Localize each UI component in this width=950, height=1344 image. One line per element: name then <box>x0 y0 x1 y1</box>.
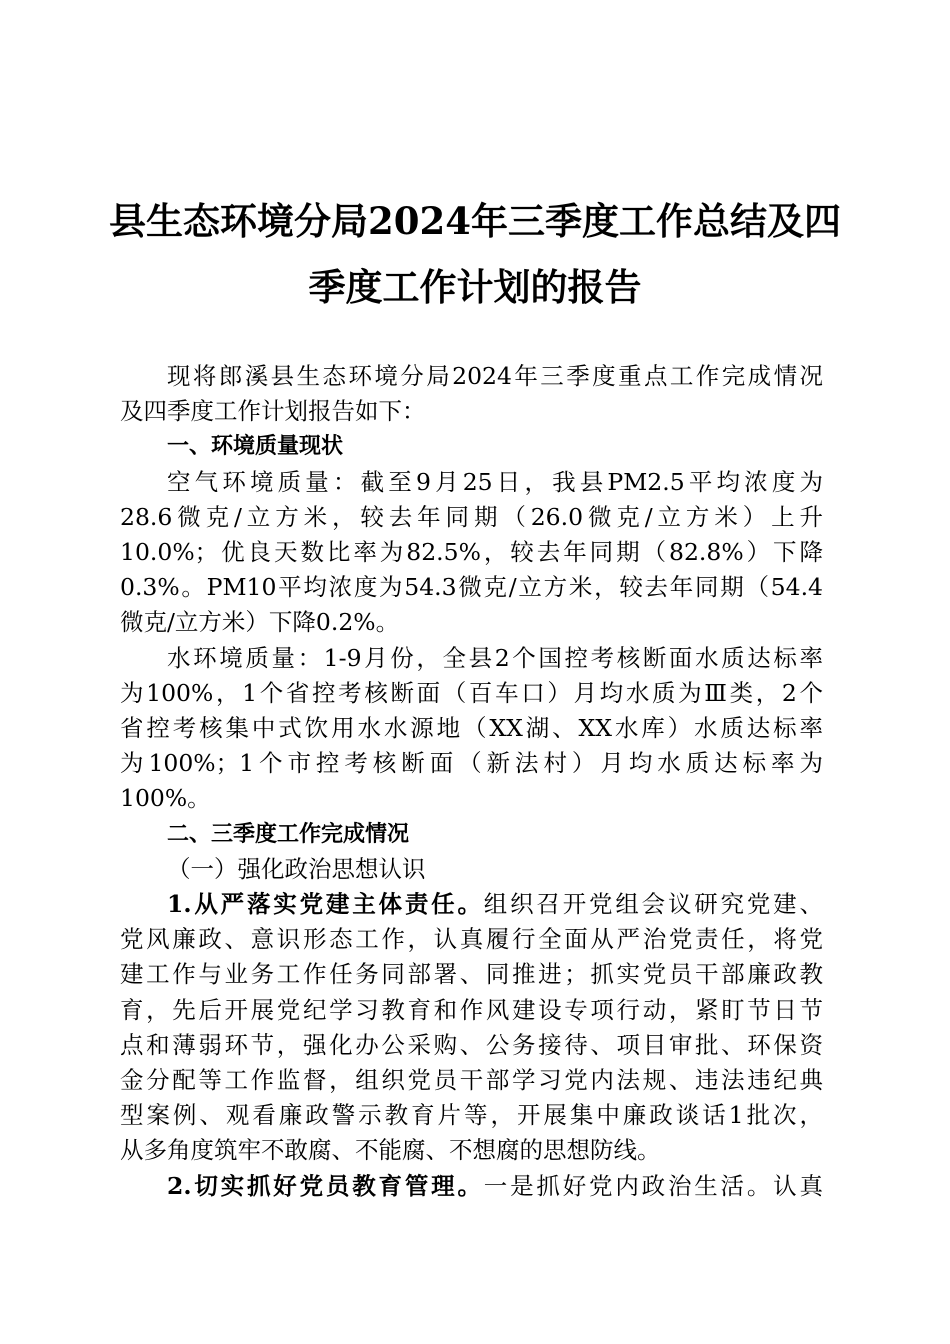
water-line: 为100%；1个市控考核断面（新法村）月均水质达标率为 <box>120 749 823 778</box>
subsection1-heading: （一）强化政治思想认识 <box>167 854 426 883</box>
water-line: 为100%，1个省控考核断面（百车口）月均水质为Ⅲ类，2个 <box>120 678 823 707</box>
section1-heading: 一、环境质量现状 <box>167 434 344 460</box>
item1-lead: 1.从严落实党建主体责任。 <box>167 890 484 919</box>
item1-line: 党风廉政、意识形态工作，认真履行全面从严治党责任，将党 <box>120 925 823 954</box>
air-line: 0.3%。PM10平均浓度为54.3微克/立方米，较去年同期（54.4 <box>120 573 823 602</box>
intro-line: 及四季度工作计划报告如下： <box>120 397 426 426</box>
item1-line: 组织召开党组会议研究党建、 <box>483 890 823 919</box>
item1-line: 建工作与业务工作任务同部署、同推进；抓实党员干部廉政教 <box>120 960 823 989</box>
intro-line: 现将郎溪县生态环境分局2024年三季度重点工作完成情况 <box>167 362 823 390</box>
air-line: 空气环境质量：截至9月25日，我县PM2.5平均浓度为 <box>167 467 823 496</box>
air-line: 28.6微克/立方米，较去年同期（26.0微克/立方米）上升 <box>120 502 823 531</box>
item2-first-line <box>120 1169 823 1204</box>
document-title-line-1: 县生态环境分局2024年三季度工作总结及四 <box>109 199 841 243</box>
document-title-line-2: 季度工作计划的报告 <box>308 265 642 309</box>
air-line: 10.0%；优良天数比率为82.5%，较去年同期（82.8%）下降 <box>120 538 823 567</box>
water-quality-paragraph <box>120 641 823 817</box>
item1-paragraph <box>120 887 823 1169</box>
item1-line: 金分配等工作监督，组织党员干部学习党内法规、违法违纪典 <box>120 1066 823 1095</box>
water-line: 省控考核集中式饮用水水源地（XX湖、XX水库）水质达标率 <box>120 714 823 743</box>
item1-line: 从多角度筑牢不敢腐、不能腐、不想腐的思想防线。 <box>120 1136 661 1165</box>
document-body <box>120 359 823 1204</box>
intro-paragraph <box>120 359 823 429</box>
air-quality-paragraph <box>120 465 823 641</box>
item1-line: 型案例、观看廉政警示教育片等，开展集中廉政谈话1批次， <box>120 1101 823 1130</box>
section2-heading: 二、三季度工作完成情况 <box>167 821 410 847</box>
item2-line: 一是抓好党内政治生活。认真 <box>483 1171 823 1200</box>
item2-lead: 2.切实抓好党员教育管理。 <box>167 1171 484 1200</box>
item2-paragraph <box>120 1169 823 1204</box>
air-line: 微克/立方米）下降0.2%。 <box>120 608 400 637</box>
water-line: 100%。 <box>120 784 211 813</box>
water-line: 水环境质量：1-9月份，全县2个国控考核断面水质达标率 <box>167 643 823 672</box>
item1-line: 育，先后开展党纪学习教育和作风建设专项行动，紧盯节日节 <box>120 995 823 1024</box>
item1-first-line <box>120 887 823 922</box>
item1-line: 点和薄弱环节，强化办公采购、公务接待、项目审批、环保资 <box>120 1030 823 1059</box>
